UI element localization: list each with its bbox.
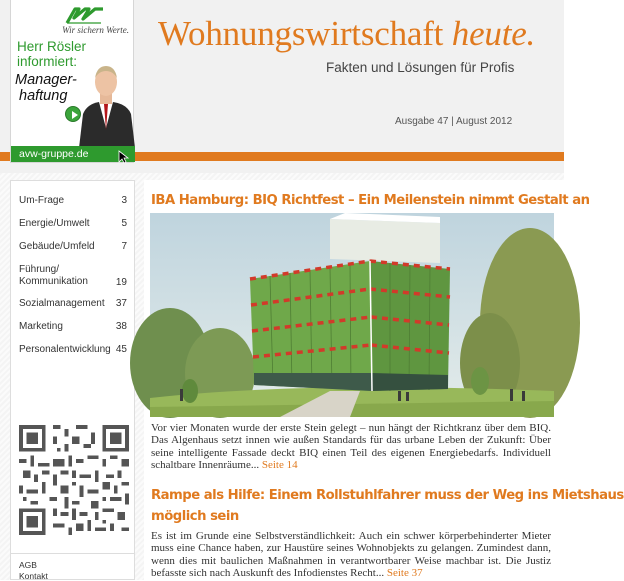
qr-code[interactable] — [19, 425, 129, 535]
ad-topic-1: Manager- — [15, 72, 77, 88]
sidebar: Um-Frage 3 Energie/Umwelt 5 Gebäude/Umfeld 7 Führung/ Kommunikation 19 Sozialmanagement 37 Marketing 38 Personalentwicklung 45 AGB Kontakt — [10, 180, 135, 580]
mouse-cursor-icon — [118, 150, 130, 164]
ad-headline-2: informiert: — [17, 54, 78, 69]
issue-info: Ausgabe 47 | August 2012 — [395, 116, 513, 127]
article-1-headline[interactable]: IBA Hamburg: BIQ Richtfest – Ein Meilenstein nimmt Gestalt an — [151, 193, 590, 208]
agb-link[interactable]: AGB — [19, 560, 37, 570]
article-2-teaser: Es ist im Grunde eine Selbstverständlichkeit: Auch ein schwer körperbehinderter Mieter muss eine Chance haben, zur Haustüre seines Wohnobjekts zu gelangen. Zumindest dann, wenn dies mit baulichen Maßnahmen in verantwortbarer Weise machbar ist. Die Justiz befasste sich nach Auskunft des Infodienstes Recht... Seite 37 — [151, 530, 551, 579]
site-title[interactable]: Wohnungswirtschaft heute. — [158, 14, 536, 53]
ad-url[interactable]: avw-gruppe.de — [11, 146, 135, 162]
main-content — [144, 180, 624, 580]
article-2-more-link[interactable]: Seite 37 — [386, 566, 423, 579]
avw-logo-icon — [65, 7, 105, 25]
kontakt-link[interactable]: Kontakt — [19, 571, 48, 581]
sidebar-footer — [11, 553, 134, 581]
article-2-headline-line-1[interactable]: Rampe als Hilfe: Einem Rollstuhlfahrer muss der Weg ins Mietshaus — [151, 488, 624, 503]
ad-topic-2: haftung — [19, 88, 68, 104]
avw-logo — [53, 7, 129, 37]
avw-ad-banner[interactable] — [10, 0, 134, 163]
article-2-headline-line-2[interactable]: möglich sein — [151, 509, 239, 524]
article-1-more-link[interactable]: Seite 14 — [261, 458, 298, 471]
avw-tagline: Wir sichern Werte. — [62, 25, 129, 35]
article-1-teaser: Vor vier Monaten wurde der erste Stein gelegt – nun hängt der Richtkranz über dem BIQ. Das Algenhaus setzt innen wie außen Standards für das urbane Leben der Zukunft: Über seine intelligente Fassade deckt BIQ einen Teil des eigenen Energiebedarfs. Individuell schaltbare Innenräume... Seite 14 — [151, 422, 551, 471]
article-1-photo[interactable] — [150, 213, 554, 417]
ad-headline-1: Herr Rösler — [17, 39, 87, 54]
presenter-portrait — [77, 58, 135, 148]
site-subtitle: Fakten und Lösungen für Profis — [326, 60, 515, 75]
